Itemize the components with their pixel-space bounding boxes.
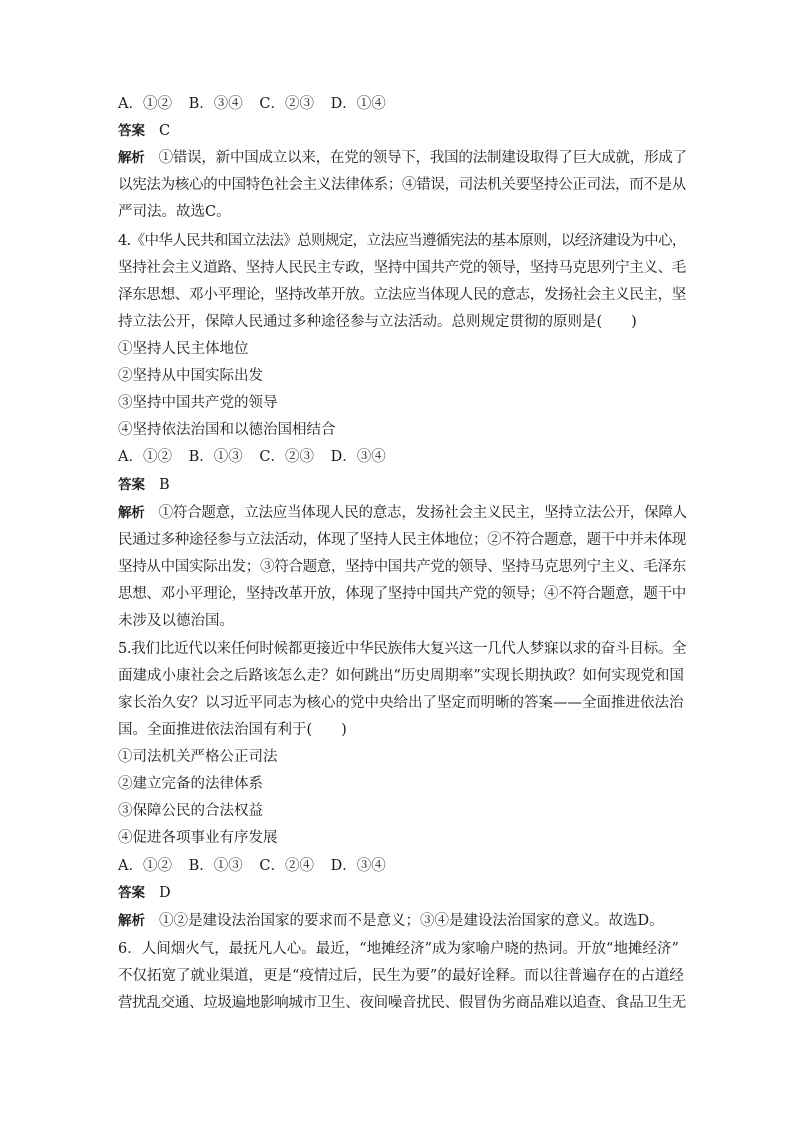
q4-analysis-line: 民通过多种途径参与立法活动，体现了坚持人民主体地位；②不符合题意，题干中并未体现 <box>118 532 686 548</box>
q4-stem-line: 4.《中华人民共和国立法法》总则规定，立法应当遵循宪法的基本原则，以经济建设为中心， <box>118 233 686 249</box>
q5-option-a: A．①② <box>118 858 172 874</box>
q4-stem-line: 坚持社会主义道路、坚持人民民主专政，坚持中国共产党的领导，坚持马克思列宁主义、毛 <box>118 260 686 276</box>
q4-answer <box>118 472 688 499</box>
q5-stem-line: 面建成小康社会之后路该怎么走？如何跳出“历史周期率”实现长期执政？如何实现党和国 <box>118 668 684 684</box>
q5-option-c: C．②④ <box>259 858 314 874</box>
q5-item: ②建立完备的法律体系 <box>118 776 263 792</box>
q5-option-d: D．③④ <box>330 858 386 874</box>
q6-stem-line: 不仅拓宽了就业渠道，更是“疫情过后，民生为要”的最好诠释。而以往普遍存在的占道经 <box>118 968 684 984</box>
q5-analysis-line: 解析 ①②是建设法治国家的要求而不是意义；③④是建设法治国家的意义。故选D。 <box>118 913 664 929</box>
q5-options <box>118 853 688 880</box>
q5-item: ③保障公民的合法权益 <box>118 803 263 819</box>
q4-analysis-line: 未涉及以德治国。 <box>118 613 234 629</box>
q4-stem-line: 持立法公开，保障人民通过多种途径参与立法活动。总则规定贯彻的原则是( ) <box>118 314 637 330</box>
q5-stem-line: 国。全面推进依法治国有利于( ) <box>118 722 347 738</box>
q5-stem-line: 家长治久安？以习近平同志为核心的党中央给出了坚定而明晰的答案——全面推进依法治 <box>118 695 684 711</box>
q6-stem-line: 营扰乱交通、垃圾遍地影响城市卫生、夜间噪音扰民、假冒伪劣商品难以追查、食品卫生无 <box>118 995 686 1011</box>
q3-option-c: C．②③ <box>259 96 314 112</box>
q4-option-c: C．②③ <box>259 449 314 465</box>
q5-item: ④促进各项事业有序发展 <box>118 830 278 846</box>
q5-answer <box>118 880 688 907</box>
q3-option-a: A．①② <box>118 96 172 112</box>
q4-item: ③坚持中国共产党的领导 <box>118 395 278 411</box>
q4-option-b: B．①③ <box>188 449 243 465</box>
q3-option-b: B．③④ <box>188 96 243 112</box>
answer-label: 答案 <box>118 123 145 139</box>
q3-option-d: D．①④ <box>330 96 386 112</box>
answer-value: C <box>159 123 171 139</box>
q5-stem-line: 5.我们比近代以来任何时候都更接近中华民族伟大复兴这一几代人梦寐以求的奋斗目标。全 <box>118 641 687 657</box>
q4-item: ④坚持依法治国和以德治国相结合 <box>118 422 336 438</box>
analysis-label: 解析 <box>118 150 145 166</box>
analysis-label: 解析 <box>118 505 145 521</box>
answer-value: D <box>159 885 171 901</box>
q4-item: ①坚持人民主体地位 <box>118 341 249 357</box>
q5-item: ①司法机关严格公正司法 <box>118 749 278 765</box>
q4-option-d: D．③④ <box>330 449 386 465</box>
q3-options <box>118 91 688 118</box>
q4-options <box>118 444 688 471</box>
q4-analysis-line: 坚持从中国实际出发；③符合题意，坚持中国共产党的领导、坚持马克思列宁主义、毛泽东 <box>118 559 686 575</box>
analysis-label: 解析 <box>118 913 145 929</box>
q4-analysis-line: 解析 ①符合题意，立法应当体现人民的意志，发扬社会主义民主，坚持立法公开，保障人 <box>118 505 687 521</box>
q3-analysis-line: 以宪法为核心的中国特色社会主义法律体系；④错误，司法机关要坚持公正司法，而不是从 <box>118 177 686 193</box>
q6-stem-line: 6．人间烟火气，最抚凡人心。最近，“地摊经济”成为家喻户晓的热词。开放“地摊经济” <box>118 941 679 957</box>
q4-item: ②坚持从中国实际出发 <box>118 368 263 384</box>
answer-value: B <box>159 477 170 493</box>
q5-option-b: B．①③ <box>188 858 243 874</box>
q3-analysis-line: 解析 ①错误，新中国成立以来，在党的领导下，我国的法制建设取得了巨大成就，形成了 <box>118 150 687 166</box>
answer-label: 答案 <box>118 477 145 493</box>
answer-label: 答案 <box>118 885 145 901</box>
q4-analysis-line: 思想、邓小平理论，坚持改革开放，体现了坚持中国共产党的领导；④不符合题意，题干中 <box>118 586 686 602</box>
q3-answer <box>118 118 688 145</box>
q4-option-a: A．①② <box>118 449 172 465</box>
q4-stem-line: 泽东思想、邓小平理论，坚持改革开放。立法应当体现人民的意志，发扬社会主义民主，坚 <box>118 287 686 303</box>
q3-analysis-line: 严司法。故选C。 <box>118 204 231 220</box>
